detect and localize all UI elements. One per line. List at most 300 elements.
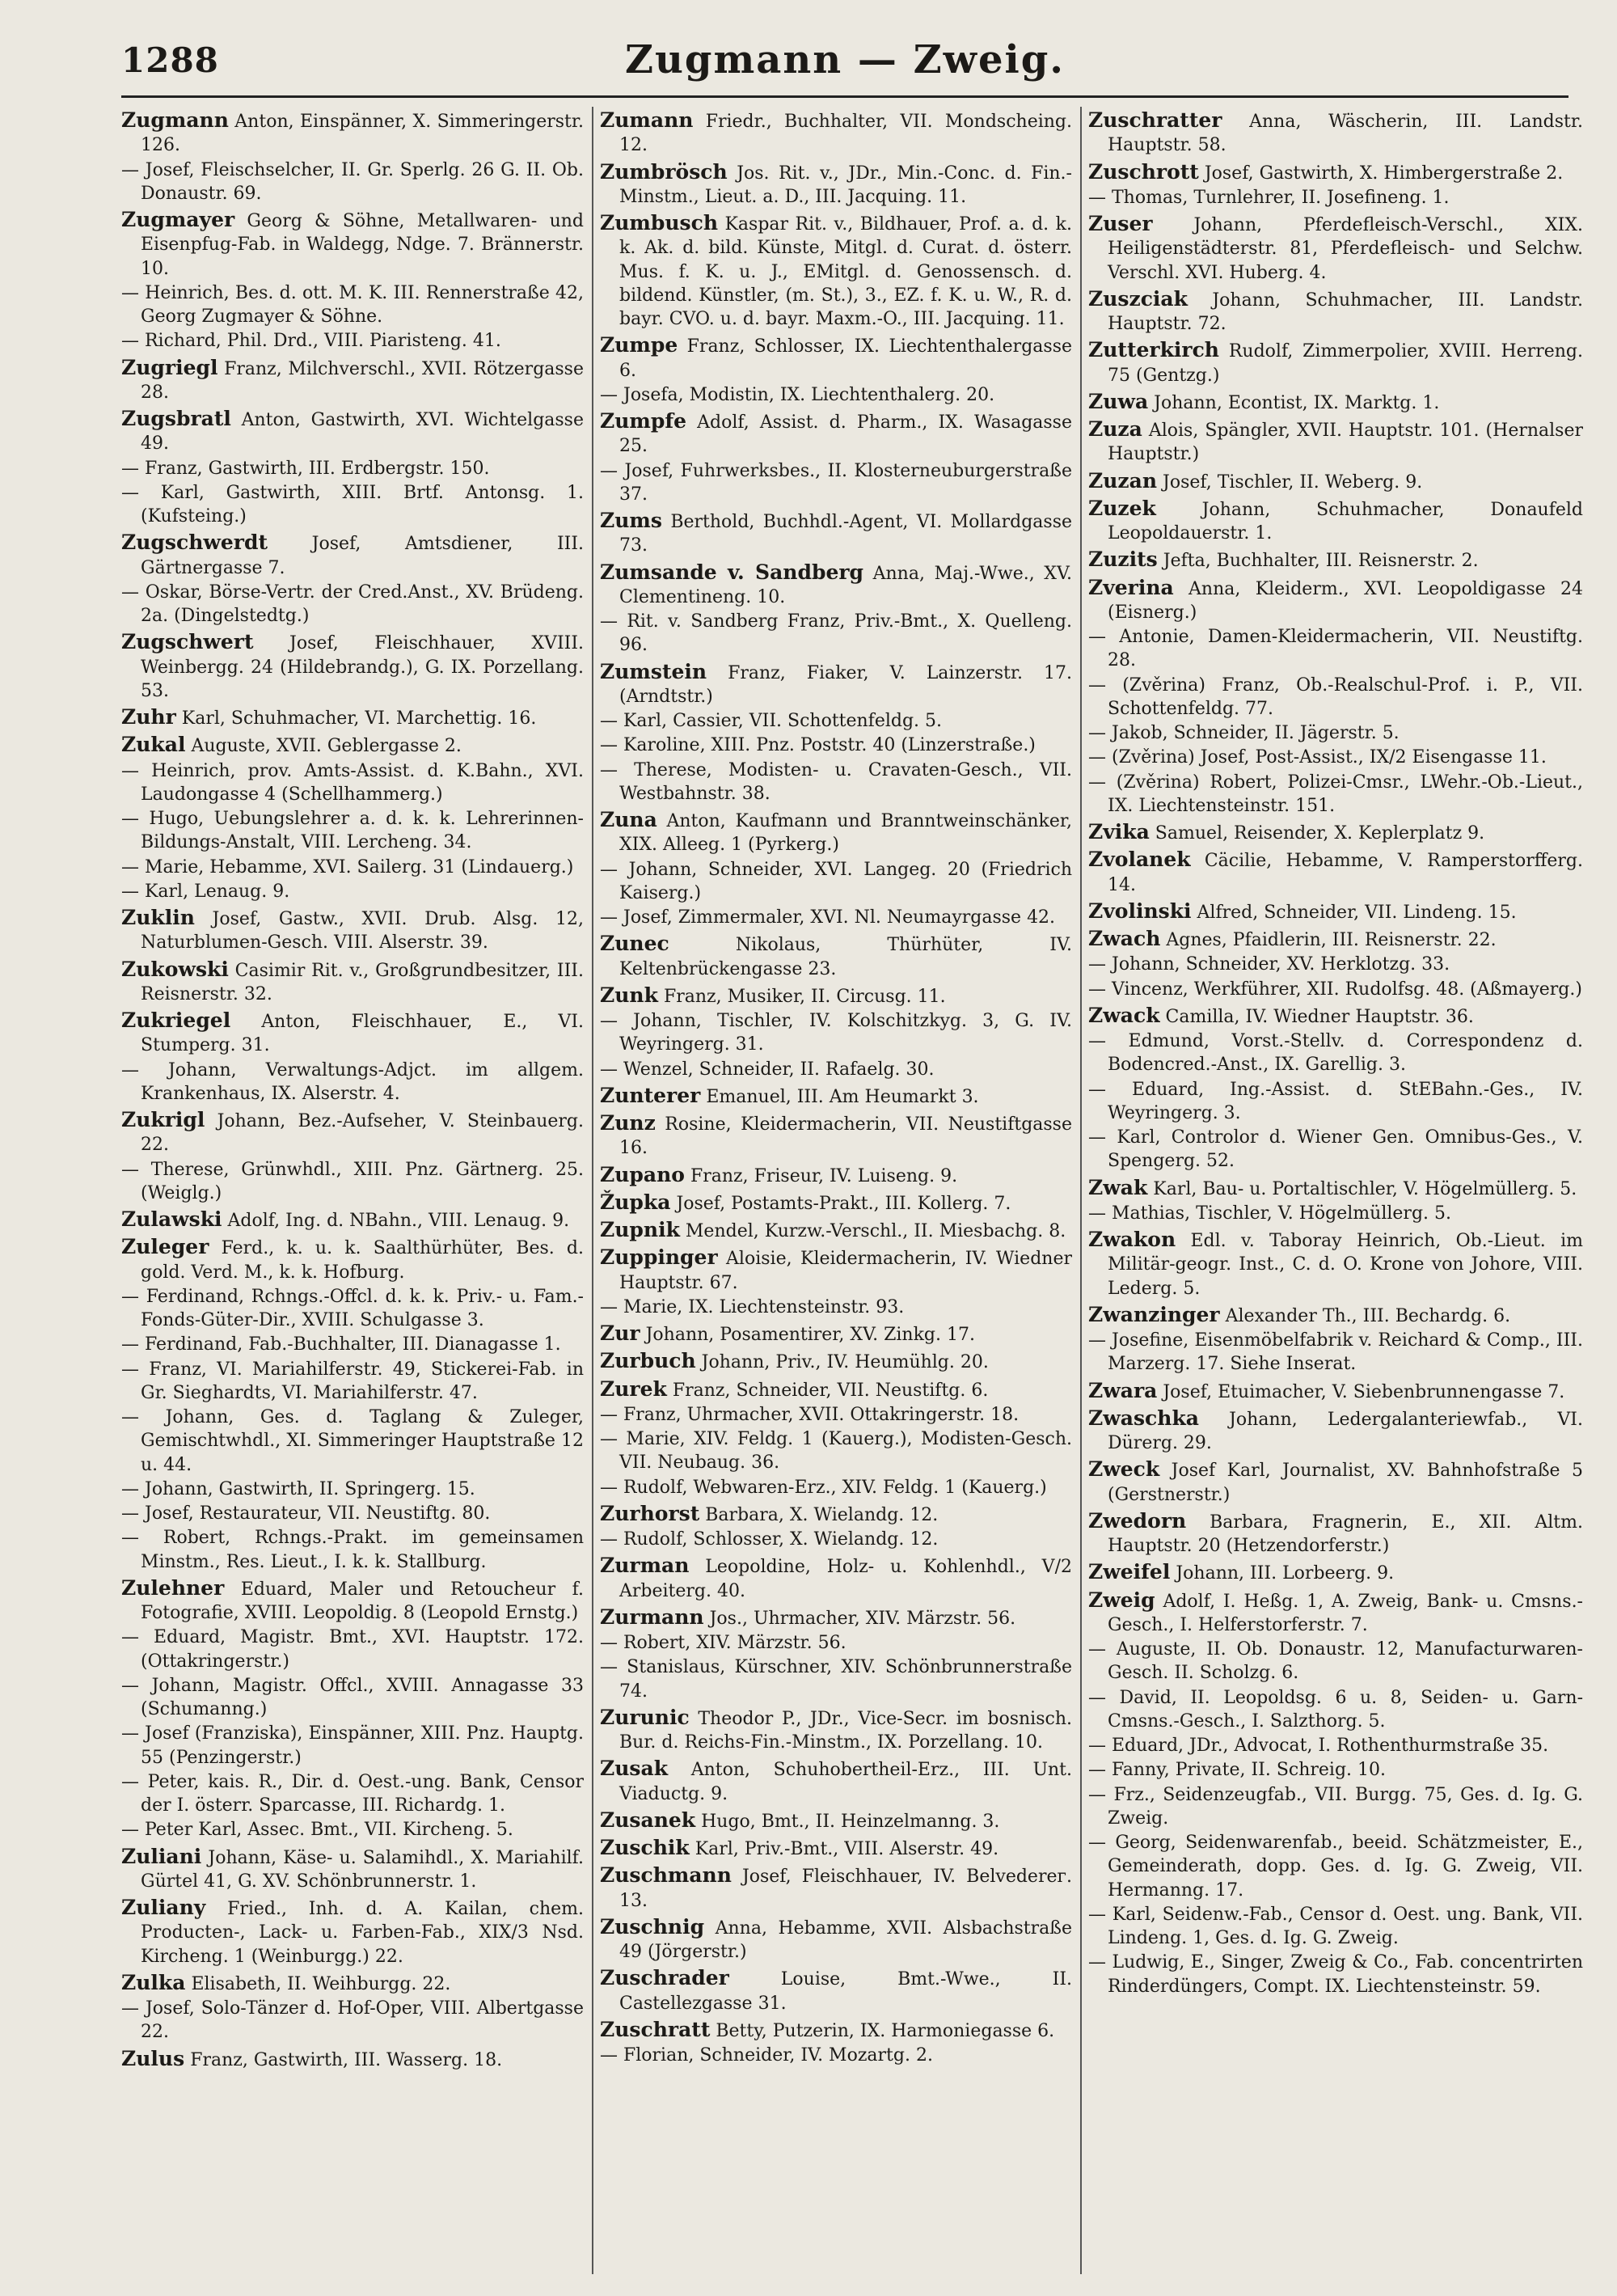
directory-entry [121, 1674, 584, 1722]
entry-details: Emanuel, III. Am Heumarkt 3. [706, 1086, 979, 1107]
directory-entry [121, 1722, 584, 1770]
directory-entry [1088, 107, 1583, 158]
entry-details: Karl, Schuhmacher, VI. Marchettig. 16. [181, 708, 537, 729]
entry-details: — Josef (Franziska), Einspänner, XIII. Pnz. Hauptg. 55 (Penzingerstr.) [121, 1723, 584, 1768]
entry-surname: Zvika [1088, 820, 1150, 844]
entry-surname: Zuschik [600, 1836, 690, 1859]
entry-details: — Ferdinand, Rchngs.-Offcl. d. k. k. Priv.- u. Fam.-Fonds-Güter-Dir., XVIII. Schulgasse 3. [121, 1286, 584, 1330]
entry-surname: Zunec [600, 932, 669, 956]
entry-surname: Zunterer [600, 1083, 701, 1107]
directory-entry [121, 1007, 584, 1058]
entry-details: Karl, Bau- u. Portaltischler, V. Högelmüllerg. 5. [1153, 1178, 1577, 1199]
entry-details: — Marie, XIV. Feldg. 1 (Kauerg.), Modisten-Gesch. VII. Neubaug. 36. [600, 1429, 1072, 1474]
entry-surname: Zupnik [600, 1218, 680, 1241]
entry-surname: Zuzan [1088, 468, 1157, 493]
column-divider [1080, 107, 1082, 2274]
entry-details: Franz, Friseur, IV. Luiseng. 9. [690, 1165, 958, 1186]
entry-details: — Jakob, Schneider, II. Jägerstr. 5. [1088, 723, 1400, 743]
entry-details: Franz, Schlosser, IX. Liechtenthalergasse 6. [619, 336, 1072, 381]
directory-entry [1088, 721, 1583, 745]
column-3 [1088, 107, 1583, 2274]
entry-details: — David, II. Leopoldsg. 6 u. 8, Seiden- u. Garn-Cmsns.-Gesch., I. Salzthorg. 5. [1088, 1687, 1583, 1732]
directory-entry [121, 1626, 584, 1673]
directory-entry [1088, 898, 1583, 924]
entry-details: Rosine, Kleidermacherin, VII. Neustiftgasse 16. [619, 1114, 1072, 1159]
directory-entry [1088, 1329, 1583, 1376]
entry-surname: Zumstein [600, 659, 707, 683]
entry-details: — Karl, Lenaug. 9. [121, 881, 290, 902]
entry-details: Johann, Econtist, IX. Marktg. 1. [1154, 392, 1440, 413]
entry-surname: Zuna [600, 808, 657, 831]
directory-entry [1088, 1301, 1583, 1328]
directory-entry [1088, 625, 1583, 673]
directory-entry [600, 1244, 1072, 1295]
entry-surname: Zugriegl [121, 355, 218, 379]
directory-entry [121, 1333, 584, 1356]
column-2 [600, 107, 1072, 2274]
directory-entry [1088, 1558, 1583, 1585]
entry-surname: Zuzits [1088, 548, 1158, 572]
entry-details: Johann, Priv., IV. Heumühlg. 20. [701, 1352, 989, 1373]
entry-details: — Richard, Phil. Drd., VIII. Piaristeng. 41. [121, 331, 501, 352]
entry-details: Mendel, Kurzw.-Verschl., II. Miesbachg. 8. [685, 1221, 1066, 1241]
directory-entry [600, 1161, 1072, 1188]
entry-details: — Heinrich, prov. Amts-Assist. d. K.Bahn., XVI. Laudongasse 4 (Schellhammerg.) [121, 760, 584, 805]
entry-details: — Johann, Gastwirth, II. Springerg. 15. [121, 1478, 475, 1499]
directory-entry [1088, 1030, 1583, 1077]
entry-details: — Thomas, Turnlehrer, II. Josefineng. 1. [1088, 187, 1450, 208]
entry-surname: Župka [600, 1190, 671, 1214]
entry-details: Samuel, Reisender, X. Keplerplatz 9. [1155, 823, 1485, 844]
entry-details: Jos., Uhrmacher, XIV. Märzstr. 56. [709, 1608, 1016, 1629]
entry-details: Josef, Tischler, II. Weberg. 9. [1163, 471, 1423, 493]
entry-details: — Florian, Schneider, IV. Mozartg. 2. [600, 2045, 933, 2066]
entry-details: — Josef, Zimmermaler, XVI. Nl. Neumayrgasse 42. [600, 907, 1056, 928]
entry-surname: Zugschwert [121, 630, 254, 654]
entry-details: Kaspar Rit. v., Bildhauer, Prof. a. d. k. k. Ak. d. bild. Künste, Mitgl. d. Curat. d. österr. Mus. f. K. u. J., EMitgl. d. Genossensch. d. bildend. Künstler, (m. St.), 3., EZ. f. K. u. W., R. d. bayr. CVO. u. d. bayr. Maxm.-O., III. Jacquing. 11. [619, 214, 1072, 329]
entry-details: — (Zvěrina) Franz, Ob.-Realschul-Prof. i. P., VII. Schottenfeldg. 77. [1088, 674, 1583, 719]
entry-details: — Josef, Fuhrwerksbes., II. Klosterneuburgerstraße 37. [600, 460, 1072, 505]
entry-details: Anna, Wäscherin, III. Landstr. Hauptstr. 58. [1108, 112, 1583, 156]
entry-details: Josef Karl, Journalist, XV. Bahnhofstraße 5 (Gerstnerstr.) [1108, 1461, 1583, 1505]
entry-details: Johann, III. Lorbeerg. 9. [1176, 1563, 1395, 1584]
directory-entry [1088, 1686, 1583, 1734]
entry-details: Josef, Etuimacher, V. Siebenbrunnengasse 7. [1163, 1381, 1565, 1402]
entry-surname: Zusak [600, 1757, 669, 1781]
entry-surname: Zuschnig [600, 1914, 705, 1939]
directory-entry [1088, 746, 1583, 769]
entry-surname: Zumpe [600, 333, 678, 357]
entry-surname: Zuszciak [1088, 286, 1188, 311]
entry-details: — Therese, Grünwhdl., XIII. Pnz. Gärtnerg. 25. (Weiglg.) [121, 1159, 584, 1203]
directory-entry [1088, 285, 1583, 336]
entry-details: Friedr., Buchhalter, VII. Mondscheing. 12. [619, 112, 1072, 156]
entry-surname: Zwakon [1088, 1228, 1176, 1251]
entry-details: Johann, Käse- u. Salamihdl., X. Mariahilf. Gürtel 41, G. XV. Schönbrunnerstr. 1. [141, 1847, 584, 1892]
directory-entry [600, 658, 1072, 709]
entry-details: Leopoldine, Holz- u. Kohlenhdl., V/2 Arbeiterg. 40. [619, 1557, 1072, 1601]
entry-details: Josef, Fleischhauer, IV. Belvederег. 13. [619, 1867, 1072, 1911]
directory-entry [121, 457, 584, 480]
entry-surname: Zusanek [600, 1808, 696, 1832]
header-rule [121, 95, 1568, 98]
directory-entry [1088, 978, 1583, 1001]
entry-details: Johann, Schuhmacher, III. Landstr. Hauptstr. 72. [1108, 290, 1583, 334]
directory-entry [600, 1964, 1072, 2015]
directory-entry [600, 1476, 1072, 1499]
entry-details: — Karl, Seidenw.-Fab., Censor d. Oest. ung. Bank, VII. Lindeng. 1, Ges. d. Ig. G. Zweig. [1088, 1904, 1583, 1948]
directory-entry [121, 1997, 584, 2044]
entry-surname: Zweig [1088, 1588, 1155, 1612]
entry-surname: Zuza [1088, 417, 1142, 441]
directory-entry [600, 982, 1072, 1008]
entry-details: — Stanislaus, Kürschner, XIV. Schönbrunnerstraße 74. [600, 1657, 1072, 1702]
entry-details: — Rit. v. Sandberg Franz, Priv.-Bmt., X. Quelleng. 96. [600, 611, 1072, 656]
directory-entry [1088, 1377, 1583, 1404]
entry-surname: Zumann [600, 108, 694, 132]
entry-details: — Auguste, II. Ob. Donaustr. 12, Manufacturwaren-Gesch. II. Scholzg. 6. [1088, 1639, 1583, 1684]
entry-details: Josef, Fleischhauer, XVIII. Weinbergg. 24 (Hildebrandg.), G. IX. Porzellang. 53. [141, 633, 584, 701]
directory-entry [600, 1009, 1072, 1057]
directory-entry [1088, 771, 1583, 818]
entry-details: — Josef, Solo-Tänzer d. Hof-Oper, VIII. Albertgasse 22. [121, 1998, 584, 2043]
entry-details: Barbara, X. Wielandg. 12. [705, 1504, 939, 1525]
directory-entry [600, 559, 1072, 610]
entry-details: Jefta, Buchhalter, III. Reisnerstr. 2. [1163, 551, 1479, 572]
entry-surname: Zvolinski [1088, 899, 1192, 923]
directory-entry [1088, 1126, 1583, 1173]
entry-details: — Edmund, Vorst.-Stellv. d. Correspondenz d. Bodencred.-Anst., IX. Garellig. 3. [1088, 1031, 1583, 1076]
entry-details: — Karoline, XIII. Pnz. Poststr. 40 (Linzerstraße.) [600, 735, 1036, 756]
directory-entry [1088, 1903, 1583, 1951]
entry-details: Franz, Gastwirth, III. Wasserg. 18. [190, 2049, 503, 2070]
entry-details: Adolf, Ing. d. NBahn., VIII. Lenaug. 9. [227, 1211, 570, 1231]
directory-entry [1088, 674, 1583, 721]
entry-details: — Josefa, Modistin, IX. Liechtenthalerg. 20. [600, 384, 995, 405]
entry-details: Anton, Kaufmann und Branntweinschänker, XIX. Alleeg. 1 (Pyrkerg.) [619, 811, 1072, 856]
entry-details: Casimir Rit. v., Großgrundbesitzer, III. Reisnerstr. 32. [141, 960, 584, 1004]
entry-surname: Zweifel [1088, 1560, 1171, 1584]
directory-entry [121, 206, 584, 281]
entry-details: — Marie, Hebamme, XVI. Sailerg. 31 (Lindauerg.) [121, 856, 574, 877]
directory-entry [121, 731, 584, 758]
entry-details: Karl, Priv.-Bmt., VIII. Alserstr. 49. [695, 1839, 999, 1859]
directory-entry [121, 1478, 584, 1501]
entry-details: — Eduard, Magistr. Bmt., XVI. Hauptstr. 172. (Ottakringerstr.) [121, 1627, 584, 1672]
entry-surname: Zulawski [121, 1207, 222, 1231]
directory-entry [1088, 1758, 1583, 1782]
directory-entry [1088, 159, 1583, 185]
running-title: Zugmann — Zweig. [624, 37, 1065, 82]
directory-entry [121, 2045, 584, 2072]
entry-surname: Zwak [1088, 1175, 1148, 1199]
entry-surname: Zurhorst [600, 1501, 700, 1525]
directory-entry [600, 209, 1072, 331]
entry-surname: Zverina [1088, 575, 1174, 599]
entry-details: — Eduard, JDr., Advocat, I. Rothenthurmstraße 35. [1088, 1736, 1549, 1756]
entry-details: Edl. v. Taboray Heinrich, Ob.-Lieut. im Militär-geogr. Inst., C. d. O. Krone von Johore, VIII. Lederg. 5. [1108, 1231, 1583, 1299]
entry-details: — Heinrich, Bes. d. ott. M. K. III. Rennerstraße 42, Georg Zugmayer & Söhne. [121, 282, 584, 327]
directory-entry [1088, 1078, 1583, 1126]
entry-details: Louise, Bmt.-Wwe., II. Castellezgasse 31. [619, 1969, 1072, 2014]
entry-details: Alfred, Schneider, VII. Lindeng. 15. [1197, 902, 1517, 923]
directory-entry [600, 1189, 1072, 1216]
entry-details: Nikolaus, Thürhüter, IV. Keltenbrückengasse 23. [619, 935, 1072, 979]
directory-entry [600, 1296, 1072, 1319]
entry-details: Rudolf, Zimmerpolier, XVIII. Herreng. 75 (Gentzg.) [1108, 341, 1583, 386]
entry-details: Alois, Spängler, XVII. Hauptstr. 101. (Hernalser Hauptstr.) [1108, 421, 1583, 465]
entry-details: — Josef, Restaurateur, VII. Neustiftg. 80. [121, 1503, 491, 1524]
entry-surname: Zugsbratl [121, 407, 231, 430]
entry-details: Barbara, Fragnerin, E., XII. Altm. Hauptstr. 20 (Hetzendorferstr.) [1108, 1512, 1583, 1556]
entry-details: Anton, Schuhobertheil-Erz., III. Unt. Viaductg. 9. [619, 1760, 1072, 1804]
directory-entry [600, 107, 1072, 158]
directory-entry [121, 956, 584, 1007]
directory-entry [1088, 1587, 1583, 1638]
entry-surname: Zumsande v. Sandberg [600, 560, 864, 584]
directory-entry [600, 1604, 1072, 1630]
directory-entry [1088, 1456, 1583, 1507]
directory-entry [121, 281, 584, 329]
entry-details: — Karl, Controlor d. Wiener Gen. Omnibus-Ges., V. Spengerg. 52. [1088, 1127, 1583, 1172]
directory-entry [121, 1894, 584, 1968]
directory-entry [600, 1552, 1072, 1603]
directory-entry [1088, 1638, 1583, 1685]
entry-surname: Zugmayer [121, 208, 235, 231]
directory-entry [1088, 495, 1583, 546]
directory-entry [121, 481, 584, 529]
directory-entry [600, 408, 1072, 459]
directory-entry [1088, 546, 1583, 573]
entry-details: — Peter, kais. R., Dir. d. Oest.-ung. Bank, Censor der I. österr. Sparcasse, III. Richardg. 1. [121, 1771, 584, 1816]
entry-surname: Zunz [600, 1111, 656, 1135]
directory-entry [600, 1631, 1072, 1655]
entry-surname: Zwack [1088, 1003, 1160, 1027]
entry-surname: Zukal [121, 733, 186, 757]
directory-entry [1088, 1831, 1583, 1902]
entry-surname: Zuschrott [1088, 159, 1199, 184]
directory-entry [600, 1216, 1072, 1243]
entry-details: Anton, Gastwirth, XVI. Wichtelgasse 49. [141, 410, 584, 455]
entry-surname: Zvolanek [1088, 848, 1191, 872]
entry-details: — Hugo, Uebungslehrer a. d. k. k. Lehrerinnen-Bildungs-Anstalt, VIII. Lercheng. 34. [121, 809, 584, 853]
entry-details: — Rudolf, Schlosser, X. Wielandg. 12. [600, 1529, 939, 1550]
directory-entry [1088, 210, 1583, 285]
directory-entry [600, 906, 1072, 929]
directory-entry [1088, 1507, 1583, 1558]
entry-details: Berthold, Buchhdl.-Agent, VI. Mollardgasse 73. [619, 512, 1072, 556]
entry-surname: Zuleger [121, 1235, 209, 1259]
entry-details: — Josef, Fleischselcher, II. Gr. Sperlg. 26 G. II. Ob. Donaustr. 69. [121, 159, 584, 204]
directory-entry [600, 1403, 1072, 1427]
directory-entry [600, 709, 1072, 733]
entry-surname: Zwaschka [1088, 1406, 1199, 1430]
entry-details: — Therese, Modisten- u. Cravaten-Gesch., VII. Westbahnstr. 38. [600, 759, 1072, 804]
directory-entry [121, 1206, 584, 1233]
directory-entry [121, 1818, 584, 1841]
directory-entry [600, 1320, 1072, 1347]
directory-entry [600, 1082, 1072, 1109]
entry-details: Ferd., k. u. k. Saalthürhüter, Bes. d. gold. Verd. M., k. k. Hofburg. [141, 1238, 584, 1283]
entry-details: Hugo, Bmt., II. Heinzelmanng. 3. [701, 1811, 1000, 1832]
directory-entry [600, 1347, 1072, 1374]
directory-entry [121, 704, 584, 730]
entry-surname: Zwach [1088, 927, 1161, 950]
entry-surname: Zwanzinger [1088, 1302, 1220, 1326]
entry-surname: Zuliany [121, 1896, 206, 1919]
entry-details: Franz, Fiaker, V. Lainzerstr. 17. (Arndtstr.) [619, 662, 1072, 707]
directory-entry [1088, 388, 1583, 415]
entry-surname: Zulka [121, 1970, 186, 1994]
entry-details: Franz, Schneider, VII. Neustiftg. 6. [672, 1380, 989, 1401]
entry-details: Johann, Ledergalanteriewfab., VI. Dürerg. 29. [1108, 1409, 1583, 1453]
directory-entry [600, 2044, 1072, 2067]
directory-entry [121, 1158, 584, 1206]
entry-details: Aloisie, Kleidermacherin, IV. Wiedner Hauptstr. 67. [619, 1249, 1072, 1293]
directory-entry [600, 507, 1072, 558]
entry-details: Agnes, Pfaidlerin, III. Reisnerstr. 22. [1166, 930, 1497, 950]
directory-entry [121, 1575, 584, 1626]
entry-surname: Zukrigl [121, 1108, 205, 1131]
entry-surname: Zweck [1088, 1457, 1160, 1482]
directory-entry [1088, 1783, 1583, 1831]
directory-entry [600, 1655, 1072, 1703]
directory-entry [121, 1358, 584, 1406]
directory-entry [1088, 1002, 1583, 1029]
entry-details: Betty, Putzerin, IX. Harmoniegasse 6. [716, 2020, 1055, 2041]
directory-entry [121, 1059, 584, 1106]
directory-entry [600, 332, 1072, 383]
entry-surname: Zuppinger [600, 1245, 718, 1270]
directory-entry [121, 1502, 584, 1525]
directory-entry [121, 856, 584, 879]
entry-details: — Eduard, Ing.-Assist. d. StEBahn.-Ges., IV. Weyringerg. 3. [1088, 1079, 1583, 1123]
entry-surname: Zupano [600, 1162, 685, 1186]
entry-details: — Franz, Uhrmacher, XVII. Ottakringerstr. 18. [600, 1404, 1020, 1425]
entry-surname: Zugmann [121, 108, 229, 132]
entry-surname: Zuschratt [600, 2017, 711, 2041]
entry-details: — Karl, Gastwirth, XIII. Brtf. Antonsg. 1. (Kufsteing.) [121, 482, 584, 526]
entry-details: — Josefine, Eisenmöbelfabrik v. Reichard & Comp., III. Marzerg. 17. Siehe Inserat. [1088, 1330, 1583, 1375]
directory-entry [600, 1704, 1072, 1755]
entry-surname: Zuschrader [600, 1966, 729, 1990]
entry-details: — Franz, Gastwirth, III. Erdbergstr. 150. [121, 458, 490, 479]
entry-surname: Zurbuch [600, 1349, 696, 1373]
entry-details: Cäcilie, Hebamme, V. Ramperstorfferg. 14. [1108, 851, 1583, 895]
entry-surname: Zurmann [600, 1605, 704, 1629]
entry-details: — Johann, Ges. d. Taglang & Zuleger, Gemischtwhdl., XI. Simmeringer Hauptstraße 12 u. 44. [121, 1407, 584, 1475]
entry-details: — Franz, VI. Mariahilferstr. 49, Stickerei-Fab. in Gr. Sieghardts, VI. Mariahilferstr. 47. [121, 1359, 584, 1403]
directory-entry [600, 383, 1072, 407]
entry-details: Anna, Maj.-Wwe., XV. Clementineng. 10. [619, 563, 1072, 607]
entry-details: — Frz., Seidenzeugfab., VII. Burgg. 75, Ges. d. Ig. G. Zweig. [1088, 1784, 1583, 1829]
entry-details: Anton, Fleischhauer, E., VI. Stumperg. 31. [141, 1012, 584, 1056]
entry-surname: Zwara [1088, 1378, 1158, 1402]
directory-entry [121, 759, 584, 807]
directory-entry [600, 930, 1072, 981]
entry-surname: Zuliani [121, 1844, 202, 1868]
entry-surname: Zuschratter [1088, 108, 1222, 132]
directory-entry [1088, 467, 1583, 494]
directory-entry [121, 159, 584, 206]
directory-entry [121, 1285, 584, 1333]
directory-entry [600, 1058, 1072, 1081]
entry-details: Josef, Gastw., XVII. Drub. Alsg. 12, Naturblumen-Gesch. VIII. Alserstr. 39. [141, 909, 584, 953]
directory-entry [1088, 846, 1583, 897]
entry-details: Franz, Musiker, II. Circusg. 11. [663, 986, 946, 1007]
entry-details: — Marie, IX. Liechtensteinstr. 93. [600, 1296, 905, 1317]
entry-details: Adolf, Assist. d. Pharm., IX. Wasagasse 25. [619, 412, 1072, 457]
column-divider [592, 107, 593, 2274]
directory-entry [121, 1406, 584, 1477]
entry-details: — (Zvěrina) Josef, Post-Assist., IX/2 Eisengasse 11. [1088, 747, 1547, 768]
directory-entry [121, 1969, 584, 1996]
directory-entry [121, 807, 584, 855]
directory-entry [1088, 1174, 1583, 1201]
column-1 [121, 107, 584, 2274]
directory-entry [600, 759, 1072, 806]
directory-entry [600, 1755, 1072, 1806]
directory-entry [1088, 818, 1583, 845]
entry-details: — Johann, Schneider, XVI. Langeg. 20 (Friedrich Kaiserg.) [600, 859, 1072, 903]
entry-surname: Zur [600, 1321, 640, 1345]
directory-entry [1088, 574, 1583, 625]
directory-entry [121, 329, 584, 353]
directory-entry [600, 1427, 1072, 1475]
entry-details: — Wenzel, Schneider, II. Rafaelg. 30. [600, 1059, 935, 1080]
directory-entry [600, 610, 1072, 658]
entry-details: — Robert, XIV. Märzstr. 56. [600, 1633, 846, 1653]
directory-entry [1088, 336, 1583, 387]
directory-entry [121, 1770, 584, 1818]
entry-details: Adolf, I. Heßg. 1, A. Zweig, Bank- u. Cmsns.-Gesch., I. Helferstorferstr. 7. [1108, 1591, 1583, 1635]
entry-details: Anton, Einspänner, X. Simmeringerstr. 126. [141, 112, 584, 156]
directory-entry [1088, 186, 1583, 209]
directory-entry [121, 628, 584, 703]
directory-entry [1088, 953, 1583, 976]
directory-entry [600, 1807, 1072, 1833]
entry-details: Eduard, Maler und Retoucheur f. Fotografie, XVIII. Leopoldig. 8 (Leopold Ernstg.) [141, 1579, 584, 1623]
entry-surname: Zuwa [1088, 389, 1149, 413]
directory-entry [1088, 1226, 1583, 1300]
entry-details: Johann, Schuhmacher, Donaufeld Leopoldauerstr. 1. [1108, 499, 1583, 543]
entry-surname: Zumbrösch [600, 159, 728, 184]
directory-entry [121, 1843, 584, 1894]
entry-details: Johann, Posamentirer, XV. Zinkg. 17. [645, 1325, 975, 1345]
directory-entry [1088, 1951, 1583, 1998]
directory-entry [600, 1862, 1072, 1913]
directory-entry [600, 858, 1072, 906]
entry-surname: Zuschmann [600, 1863, 732, 1888]
entry-details: — Rudolf, Webwaren-Erz., XIV. Feldg. 1 (Kauerg.) [600, 1477, 1047, 1498]
directory-entry [121, 880, 584, 903]
entry-details: — (Zvěrina) Robert, Polizei-Cmsr., LWehr.-Ob.-Lieut., IX. Liechtensteinstr. 151. [1088, 772, 1583, 816]
entry-details: Johann, Bez.-Aufseher, V. Steinbauerg. 22. [141, 1111, 584, 1156]
entry-surname: Zunk [600, 983, 658, 1007]
directory-entry [600, 806, 1072, 857]
entry-surname: Zuzek [1088, 496, 1156, 520]
entry-surname: Zuhr [121, 705, 176, 729]
entry-details: Elisabeth, II. Weihburgg. 22. [191, 1973, 451, 1994]
entry-details: Johann, Pferdefleisch-Verschl., XIX. Heiligenstädterstr. 81, Pferdefleisch- und Selchw. Verschl. XVI. Huberg. 4. [1108, 215, 1583, 283]
entry-surname: Zurman [600, 1554, 690, 1578]
directory-entry [1088, 1734, 1583, 1757]
directory-entry [600, 1376, 1072, 1402]
directory-entry [1088, 1202, 1583, 1225]
directory-entry [1088, 416, 1583, 467]
entry-details: Camilla, IV. Wiedner Hauptstr. 36. [1165, 1006, 1474, 1027]
entry-surname: Zuser [1088, 212, 1153, 235]
